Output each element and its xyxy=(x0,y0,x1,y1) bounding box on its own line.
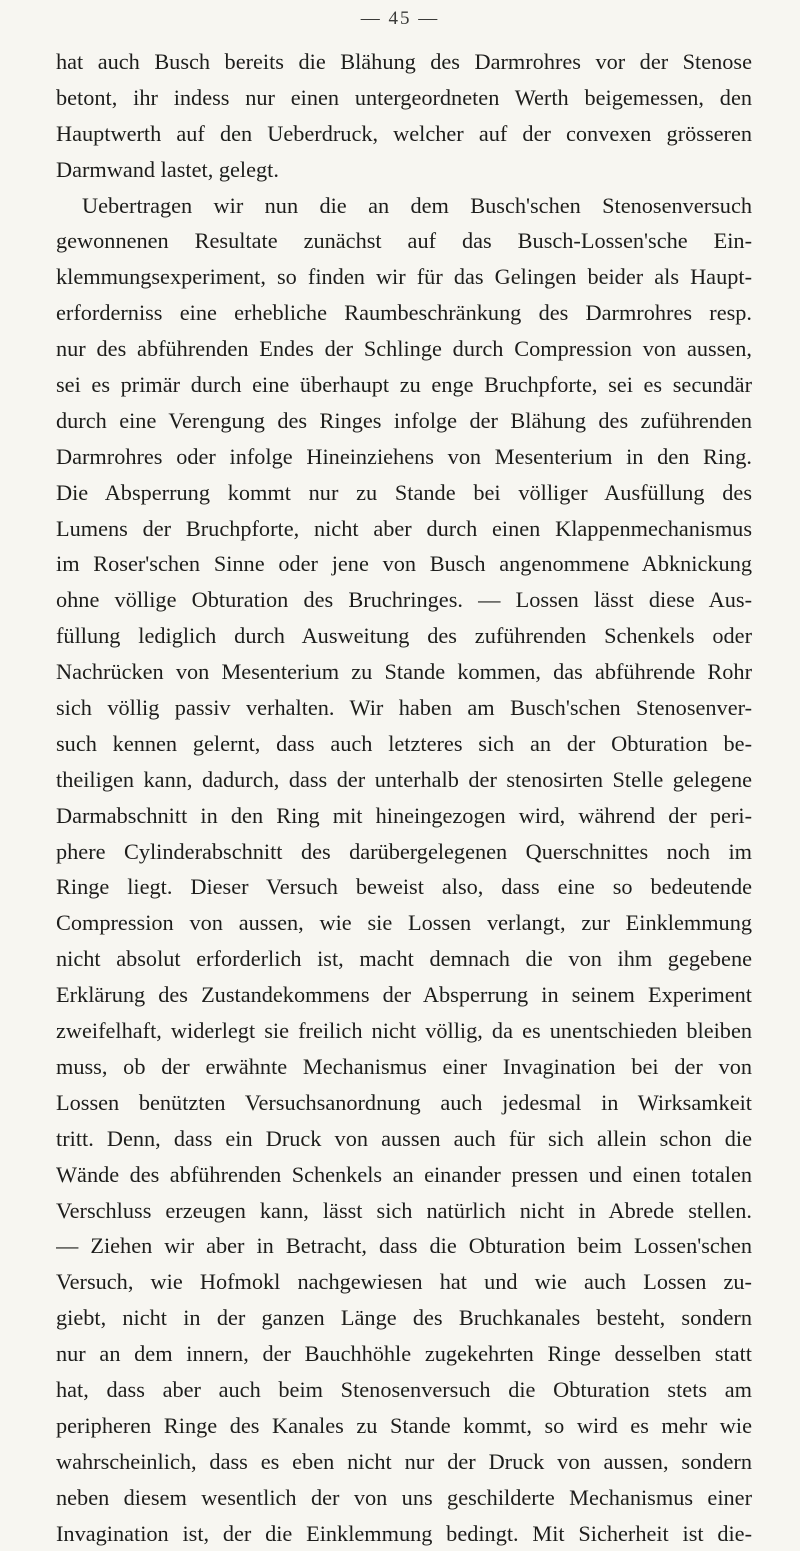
text-line: ohne völlige Obturation des Bruchringes. — Lossen lässt diese Aus- xyxy=(56,587,752,613)
text-line: füllung lediglich durch Ausweitung des zuführenden Schenkels oder xyxy=(56,623,752,649)
body-text xyxy=(56,44,752,1551)
text-line: theiligen kann, dadurch, dass der unterhalb der stenosirten Stelle gelegene xyxy=(56,766,752,792)
text-line: Die Absperrung kommt nur zu Stande bei völliger Ausfüllung des xyxy=(56,479,752,505)
text-line: im Roser'schen Sinne oder jene von Busch angenommene Abknickung xyxy=(56,551,752,577)
text-line: durch eine Verengung des Ringes infolge der Blähung des zuführenden xyxy=(56,407,752,433)
text-line: Nachrücken von Mesenterium zu Stande kommen, das abführende Rohr xyxy=(56,659,752,685)
text-line: erforderniss eine erhebliche Raumbeschränkung des Darmrohres resp. xyxy=(56,300,752,326)
text-line: tritt. Denn, dass ein Druck von aussen auch für sich allein schon die xyxy=(56,1125,752,1151)
text-line: neben diesem wesentlich der von uns geschilderte Mechanismus einer xyxy=(56,1484,752,1510)
text-line: Ringe liegt. Dieser Versuch beweist also, dass eine so bedeutende xyxy=(56,874,752,900)
text-line: sich völlig passiv verhalten. Wir haben am Busch'schen Stenosenver- xyxy=(56,695,752,721)
text-line: Lossen benützten Versuchsanordnung auch jedesmal in Wirksamkeit xyxy=(56,1089,752,1115)
text-line: Versuch, wie Hofmokl nachgewiesen hat und wie auch Lossen zu- xyxy=(56,1269,752,1295)
text-line: muss, ob der erwähnte Mechanismus einer Invagination bei der von xyxy=(56,1053,752,1079)
text-line: Uebertragen wir nun die an dem Busch'schen Stenosenversuch xyxy=(82,192,752,218)
text-line: Invagination ist, der die Einklemmung bedingt. Mit Sicherheit ist die- xyxy=(56,1520,752,1546)
text-line: betont, ihr indess nur einen untergeordneten Werth beigemessen, den xyxy=(56,84,752,110)
text-line: nicht absolut erforderlich ist, macht demnach die von ihm gegebene xyxy=(56,946,752,972)
text-line: such kennen gelernt, dass auch letzteres sich an der Obturation be- xyxy=(56,730,752,756)
text-line: nur an dem innern, der Bauchhöhle zugekehrten Ringe desselben statt xyxy=(56,1341,752,1367)
text-line: wahrscheinlich, dass es eben nicht nur der Druck von aussen, sondern xyxy=(56,1448,752,1474)
text-line: Verschluss erzeugen kann, lässt sich natürlich nicht in Abrede stellen. xyxy=(56,1197,752,1223)
text-line: Darmwand lastet, gelegt. xyxy=(56,156,279,182)
text-line: phere Cylinderabschnitt des darübergelegenen Querschnittes noch im xyxy=(56,838,752,864)
text-line: gewonnenen Resultate zunächst auf das Busch-Lossen'sche Ein- xyxy=(56,228,752,254)
text-line: sei es primär durch eine überhaupt zu enge Bruchpforte, sei es secundär xyxy=(56,372,752,398)
text-line: hat, dass aber auch beim Stenosenversuch die Obturation stets am xyxy=(56,1376,752,1402)
text-line: nur des abführenden Endes der Schlinge durch Compression von aussen, xyxy=(56,336,752,362)
text-line: zweifelhaft, widerlegt sie freilich nicht völlig, da es unentschieden bleiben xyxy=(56,1018,752,1044)
text-line: Lumens der Bruchpforte, nicht aber durch einen Klappenmechanismus xyxy=(56,515,752,541)
text-line: Erklärung des Zustandekommens der Absperrung in seinem Experiment xyxy=(56,982,752,1008)
text-line: klemmungsexperiment, so finden wir für das Gelingen beider als Haupt- xyxy=(56,264,752,290)
text-line: Wände des abführenden Schenkels an einander pressen und einen totalen xyxy=(56,1161,752,1187)
text-line: hat auch Busch bereits die Blähung des Darmrohres vor der Stenose xyxy=(56,49,752,74)
text-line: Darmrohres oder infolge Hineinziehens von Mesenterium in den Ring. xyxy=(56,443,752,469)
text-line: giebt, nicht in der ganzen Länge des Bruchkanales besteht, sondern xyxy=(56,1305,752,1331)
text-line: — Ziehen wir aber in Betracht, dass die Obturation beim Lossen'schen xyxy=(56,1233,752,1259)
page-number: — 45 — xyxy=(360,8,440,29)
text-line: Compression von aussen, wie sie Lossen verlangt, zur Einklemmung xyxy=(56,910,752,936)
text-line: peripheren Ringe des Kanales zu Stande kommt, so wird es mehr wie xyxy=(56,1412,752,1438)
text-line: Darmabschnitt in den Ring mit hineingezogen wird, während der peri- xyxy=(56,802,752,828)
text-line: Hauptwerth auf den Ueberdruck, welcher auf der convexen grösseren xyxy=(56,120,752,146)
